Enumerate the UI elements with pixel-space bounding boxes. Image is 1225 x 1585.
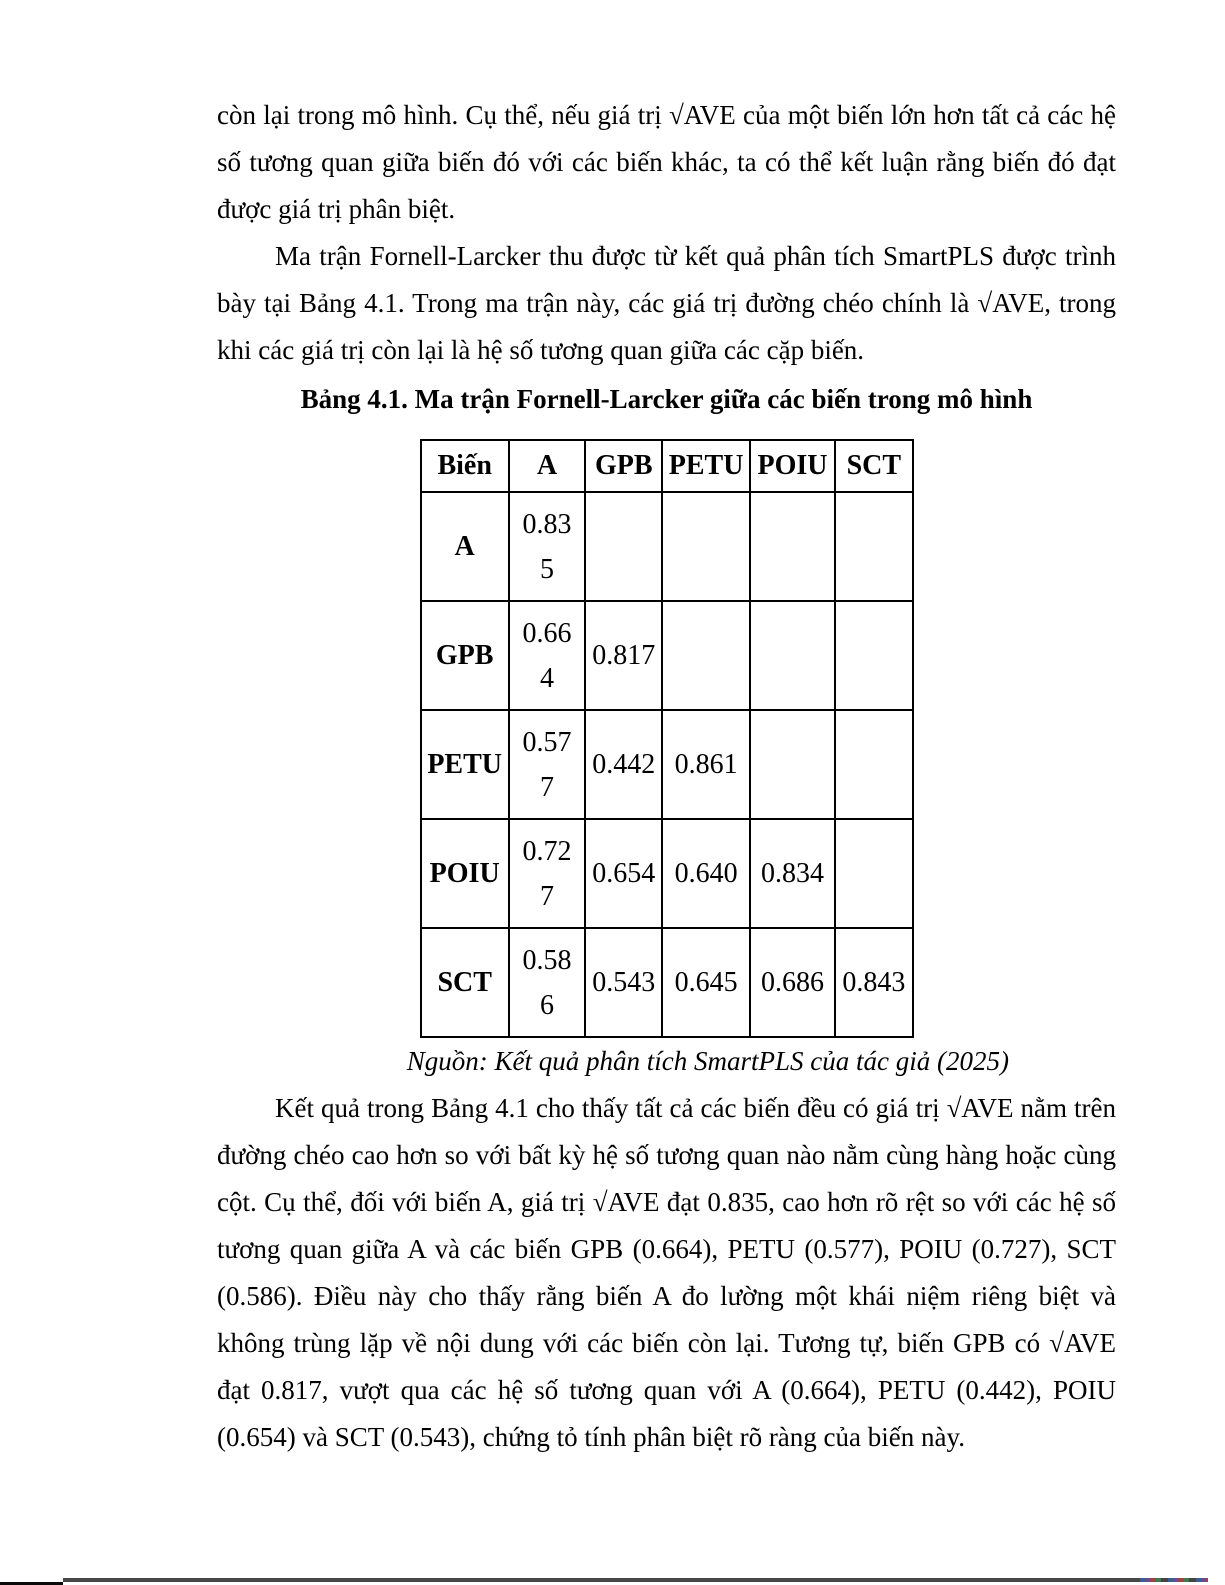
row-label: PETU [421, 710, 509, 819]
value-line: 0.843 [842, 967, 906, 998]
row-label: GPB [421, 601, 509, 710]
value-line: 0.543 [592, 967, 656, 998]
value-line: 0.66 [522, 617, 572, 649]
scan-artifact [1140, 1578, 1208, 1582]
value-line: 0.640 [674, 858, 738, 889]
value-line: 0.442 [592, 749, 656, 780]
paragraph-analysis: Kết quả trong Bảng 4.1 cho thấy tất cả các biến đều có giá trị √AVE nằm trên đường chéo cao hơn so với bất kỳ hệ số tương quan nào nằm cùng hàng hoặc cùng cột. Cụ thể, đối với biến A, giá trị √AVE đạt 0.835, cao hơn rõ rệt so với các hệ số tương quan giữa A và các biến GPB (0.664), PETU (0.577), POIU (0.727), SCT (0.586). Điều này cho thấy rằng biến A đo lường một khái niệm riêng biệt và không trùng lặp về nội dung với các biến còn lại. Tương tự, biến GPB có √AVE đạt 0.817, vượt qua các hệ số tương quan với A (0.664), PETU (0.442), POIU (0.654) và SCT (0.543), chứng tỏ tính phân biệt rõ ràng của biến này. [217, 1093, 1116, 1452]
value-cell [509, 710, 585, 819]
value-cell [750, 819, 835, 928]
table-row [421, 710, 913, 819]
column-header: Biến [421, 440, 509, 492]
source-note: Nguồn: Kết quả phân tích SmartPLS của tác giả (2025) [406, 1046, 1009, 1076]
page-bottom-rule [63, 1578, 1207, 1582]
value-line: 0.57 [522, 726, 572, 758]
value-line: 0.83 [522, 508, 572, 540]
empty-cell [835, 601, 912, 710]
empty-cell [750, 492, 835, 601]
paragraph-intro: Ma trận Fornell-Larcker thu được từ kết quả phân tích SmartPLS được trình bày tại Bảng 4.1. Trong ma trận này, các giá trị đường chéo chính là √AVE, trong khi các giá trị còn lại là hệ số tương quan giữa các cặp biến. [217, 241, 1116, 365]
fornell-larcker-table [420, 439, 914, 1038]
value-cell [585, 601, 662, 710]
value-cell [509, 819, 585, 928]
value-line: 0.72 [522, 835, 572, 867]
value-line: 0.817 [592, 640, 656, 671]
value-cell [750, 928, 835, 1037]
column-header: POIU [750, 440, 835, 492]
table-header-row [421, 440, 913, 492]
value-cell [585, 710, 662, 819]
value-cell [662, 819, 749, 928]
value-line: 5 [539, 553, 554, 585]
value-line: 0.834 [760, 858, 824, 889]
table-row [421, 492, 913, 601]
column-header: SCT [835, 440, 912, 492]
value-cell [509, 928, 585, 1037]
row-label: SCT [421, 928, 509, 1037]
empty-cell [662, 492, 749, 601]
empty-cell [585, 492, 662, 601]
value-line: 0.645 [674, 967, 738, 998]
column-header: PETU [662, 440, 749, 492]
row-label: POIU [421, 819, 509, 928]
value-line: 0.58 [522, 944, 572, 976]
empty-cell [835, 492, 912, 601]
value-line: 7 [539, 880, 554, 912]
table-row [421, 819, 913, 928]
empty-cell [750, 710, 835, 819]
value-line: 7 [539, 771, 554, 803]
value-cell [509, 601, 585, 710]
value-line: 0.861 [674, 749, 738, 780]
empty-cell [835, 819, 912, 928]
value-cell [835, 928, 912, 1037]
text-column [217, 92, 1116, 1461]
paragraph-continuation: còn lại trong mô hình. Cụ thể, nếu giá trị √AVE của một biến lớn hơn tất cả các hệ số tương quan giữa biến đó với các biến khác, ta có thể kết luận rằng biến đó đạt được giá trị phân biệt. [217, 100, 1116, 224]
column-header: GPB [585, 440, 662, 492]
table-caption: Bảng 4.1. Ma trận Fornell-Larcker giữa các biến trong mô hình [300, 384, 1033, 414]
table-row [421, 928, 913, 1037]
empty-cell [662, 601, 749, 710]
value-line: 6 [539, 989, 554, 1021]
empty-cell [835, 710, 912, 819]
column-header: A [509, 440, 585, 492]
value-line: 4 [539, 662, 554, 694]
value-line: 0.654 [592, 858, 656, 889]
table-row [421, 601, 913, 710]
row-label: A [421, 492, 509, 601]
value-cell [662, 710, 749, 819]
table-body [421, 492, 913, 1037]
value-line: 0.686 [760, 967, 824, 998]
value-cell [509, 492, 585, 601]
empty-cell [750, 601, 835, 710]
value-cell [585, 819, 662, 928]
value-cell [585, 928, 662, 1037]
value-cell [662, 928, 749, 1037]
